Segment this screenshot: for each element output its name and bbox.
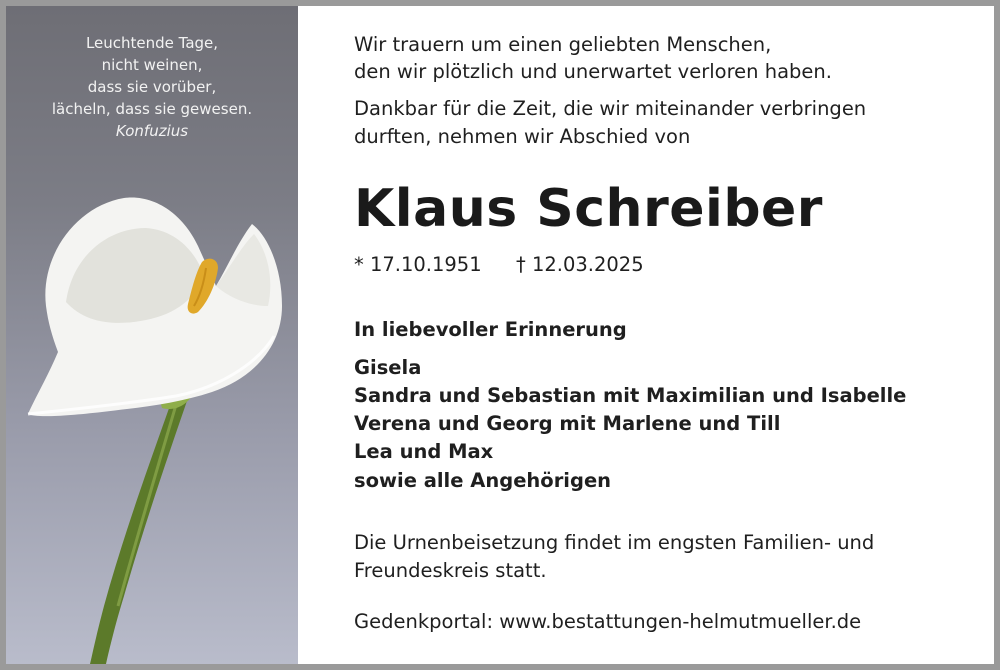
mourner-name: Verena und Georg mit Marlene und Till	[354, 412, 781, 435]
notice-line: Freundeskreis statt.	[354, 559, 547, 582]
intro-line: durften, nehmen wir Abschied von	[354, 125, 691, 148]
memorial-portal: Gedenkportal: www.bestattungen-helmutmueller.de	[354, 610, 862, 633]
mourner-name: sowie alle Angehörigen	[354, 469, 612, 492]
quote-line: dass sie vorüber,	[87, 78, 217, 96]
birth-date: * 17.10.1951	[354, 253, 482, 276]
mourner-name: Sandra und Sebastian mit Maximilian und Isabelle	[354, 384, 907, 407]
quote-block	[6, 32, 298, 142]
intro-line: den wir plötzlich und unerwartet verloren haben.	[354, 60, 832, 83]
quote-line: lächeln, dass sie gewesen.	[51, 100, 253, 118]
notice-line: Die Urnenbeisetzung findet im engsten Familien- und	[354, 531, 875, 554]
mourner-name: Gisela	[354, 356, 422, 379]
mourner-name: Lea und Max	[354, 440, 494, 463]
quote-line: nicht weinen,	[101, 56, 203, 74]
intro-line: Wir trauern um einen geliebten Menschen,	[354, 33, 772, 56]
mourners-heading: In liebevoller Erinnerung	[354, 318, 627, 341]
intro-line: Dankbar für die Zeit, die wir miteinander verbringen	[354, 97, 867, 120]
death-date: † 12.03.2025	[516, 253, 644, 276]
quote-line: Leuchtende Tage,	[85, 34, 219, 52]
image-panel	[6, 6, 298, 664]
deceased-name: Klaus Schreiber	[354, 179, 823, 239]
quote-author: Konfuzius	[115, 122, 189, 140]
life-dates	[354, 251, 644, 279]
